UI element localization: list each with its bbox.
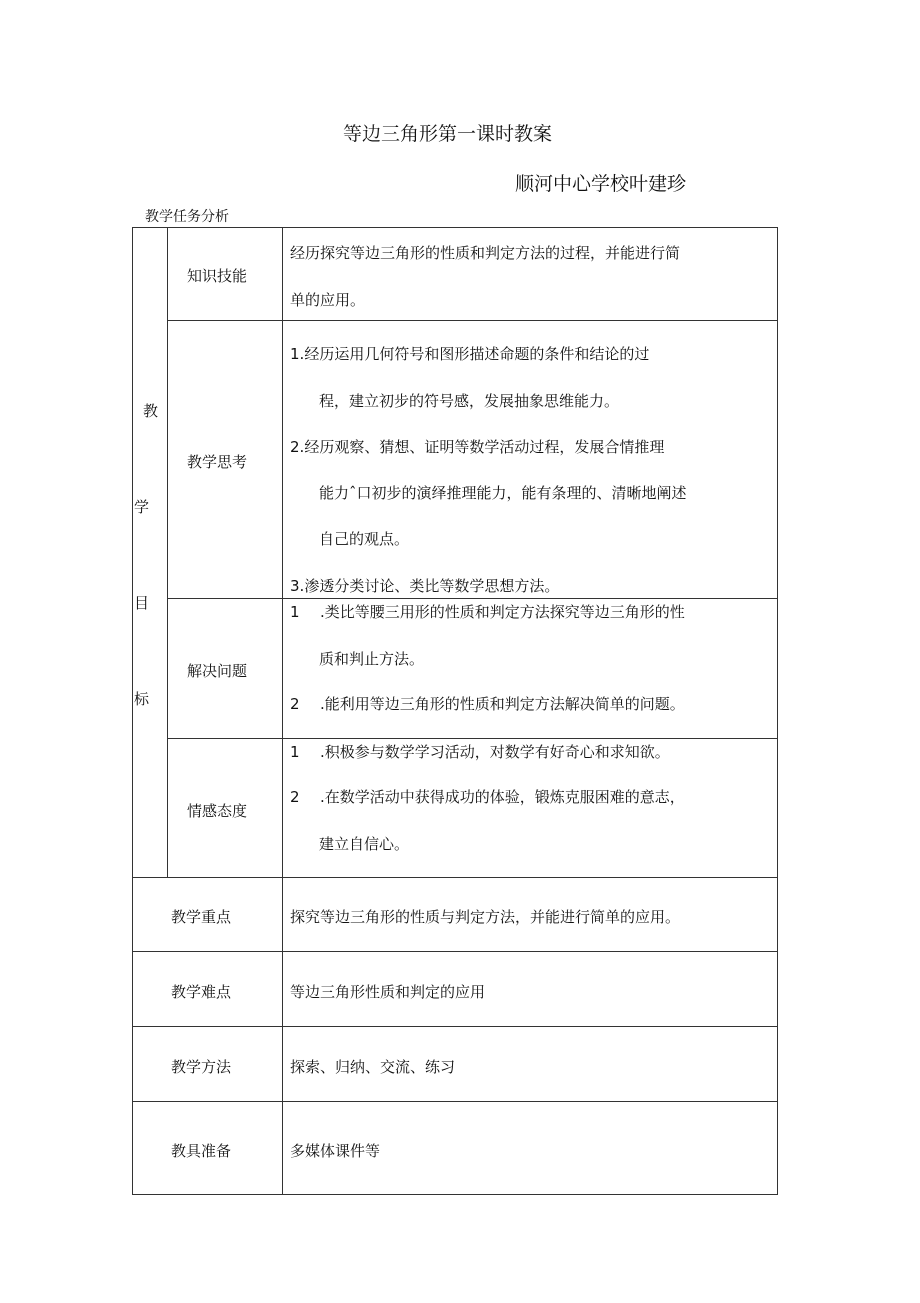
row-divider bbox=[132, 951, 778, 952]
row-label-thinking: 教学思考 bbox=[187, 453, 248, 471]
item-number: 1 bbox=[290, 603, 300, 621]
row-label-key-point: 教学重点 bbox=[171, 908, 232, 926]
item-text: .积极参与数学学习活动，对数学有好奇心和求知欲。 bbox=[320, 743, 670, 761]
table-right-border bbox=[777, 227, 778, 1195]
item-continuation: 建立自信心。 bbox=[319, 835, 410, 853]
item-text: .经历观察、猜想、证明等数学活动过程，发展合情推理 bbox=[299, 438, 665, 456]
cell-text-line: 单的应用。 bbox=[290, 291, 366, 309]
item-number: 1 bbox=[290, 345, 300, 363]
row-value-materials: 多媒体课件等 bbox=[290, 1142, 381, 1160]
group-label-char: 标 bbox=[134, 690, 150, 708]
row-label-materials: 教具准备 bbox=[171, 1142, 232, 1160]
item-continuation: 程，建立初步的符号感，发展抽象思维能力。 bbox=[319, 392, 620, 410]
row-value-key-point: 探究等边三角形的性质与判定方法，并能进行简单的应用。 bbox=[290, 908, 681, 926]
numbered-item bbox=[290, 575, 559, 596]
item-continuation: 质和判止方法。 bbox=[319, 650, 425, 668]
numbered-item bbox=[290, 436, 664, 457]
row-value-method: 探索、归纳、交流、练习 bbox=[290, 1058, 456, 1076]
table-left-border bbox=[132, 227, 133, 1195]
item-continuation: 能力ˆ口初步的演绎推理能力，能有条理的、清晰地阐述 bbox=[319, 484, 687, 502]
group-label-char: 目 bbox=[134, 594, 150, 612]
numbered-item bbox=[290, 786, 685, 807]
item-text: .渗透分类讨论、类比等数学思想方法。 bbox=[299, 577, 560, 595]
item-text: .类比等腰三用形的性质和判定方法探究等边三角形的性 bbox=[320, 603, 685, 621]
table-bottom-border bbox=[132, 1194, 778, 1195]
row-divider bbox=[132, 1026, 778, 1027]
numbered-item bbox=[290, 343, 649, 364]
numbered-item bbox=[290, 741, 670, 762]
item-text: .经历运用几何符号和图形描述命题的条件和结论的过 bbox=[299, 345, 650, 363]
numbered-item bbox=[290, 693, 685, 714]
row-label-problem-solving: 解决问题 bbox=[187, 662, 248, 680]
row-label-attitude: 情感态度 bbox=[187, 802, 248, 820]
row-label-difficulty: 教学难点 bbox=[171, 983, 232, 1001]
item-number: 3 bbox=[290, 577, 300, 595]
row-divider bbox=[132, 1101, 778, 1102]
row-label-method: 教学方法 bbox=[171, 1058, 232, 1076]
numbered-item bbox=[290, 601, 685, 622]
row-label-knowledge: 知识技能 bbox=[187, 267, 248, 285]
table-top-border bbox=[132, 227, 778, 228]
cell-text-line: 经历探究等边三角形的性质和判定方法的过程，并能进行简 bbox=[290, 244, 681, 262]
column-divider bbox=[167, 227, 168, 878]
row-divider bbox=[167, 738, 778, 739]
row-value-difficulty: 等边三角形性质和判定的应用 bbox=[290, 983, 486, 1001]
item-number: 2 bbox=[290, 695, 300, 713]
item-text: .能利用等边三角形的性质和判定方法解决简单的问题。 bbox=[320, 695, 685, 713]
row-divider bbox=[167, 598, 778, 599]
item-continuation: 自己的观点。 bbox=[319, 530, 410, 548]
item-number: 2 bbox=[290, 438, 300, 456]
section-caption: 教学任务分析 bbox=[145, 209, 229, 225]
group-label-char: 学 bbox=[134, 498, 150, 516]
group-label-char: 教 bbox=[143, 402, 159, 420]
column-divider bbox=[282, 227, 283, 1195]
author-line: 顺河中心学校叶建珍 bbox=[515, 173, 687, 195]
item-number: 2 bbox=[290, 788, 300, 806]
item-text: .在数学活动中获得成功的体验，锻炼克服困难的意志， bbox=[320, 788, 685, 806]
item-number: 1 bbox=[290, 743, 300, 761]
row-divider bbox=[132, 877, 778, 878]
page-title: 等边三角形第一课时教案 bbox=[343, 123, 553, 145]
row-divider bbox=[167, 320, 778, 321]
